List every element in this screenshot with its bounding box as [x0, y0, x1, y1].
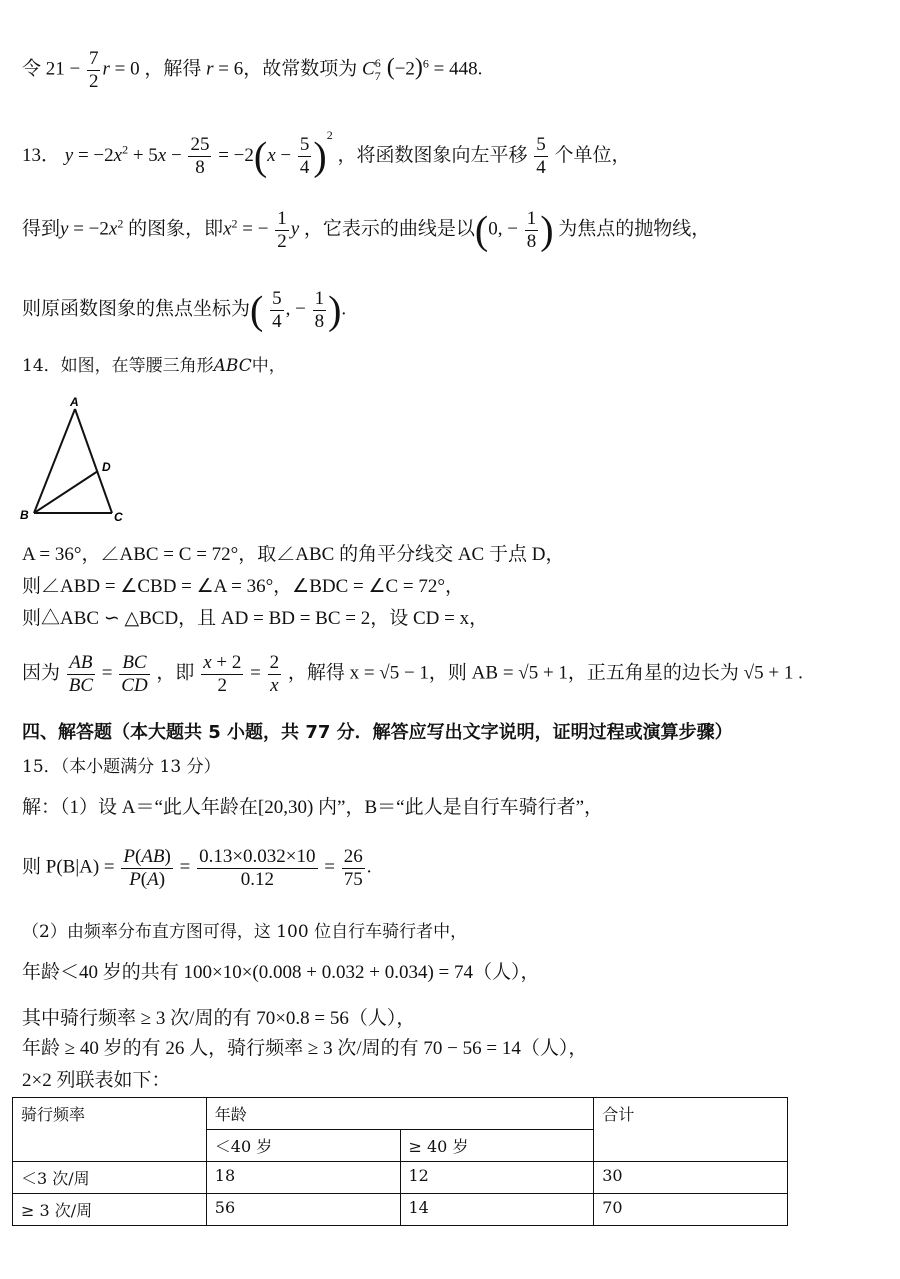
q14-line-1: A = 36°，∠ABC = C = 72°，取∠ABC 的角平分线交 AC 于点 D， [22, 544, 565, 565]
header-total: 合计 [594, 1098, 788, 1162]
row-label: ＜3 次/周 [13, 1162, 207, 1194]
cell-total: 70 [594, 1194, 788, 1226]
cell-total: 30 [594, 1162, 788, 1194]
cell-over40: 12 [400, 1162, 594, 1194]
q15-part2: （2）由频率分布直方图可得，这 100 位自行车骑行者中， [22, 922, 468, 942]
q15-prob: 则 P(B|A) = $\frac{P(AB)}{P(A)}$ = $\frac{0.13\times 0.032\times 10}{0.12}$ = $\frac{26}{75}$ . [22, 846, 372, 890]
q14-line-2: 则∠ABD = ∠CBD = ∠A = 36°，∠BDC = ∠C = 72°， [22, 576, 465, 597]
side-ab [34, 409, 75, 513]
cell-over40: 14 [400, 1194, 594, 1226]
header-over40: ≥ 40 岁 [400, 1130, 594, 1162]
q13-line-2: 得到$y = -2x^2$ 的图象，即$x^2$ = − $\frac{1}{2}$ y ，它表示的曲线是以(0, − $\frac{1}{8}$ ) 为焦点的抛物线， [22, 207, 711, 253]
header-frequency: 骑行频率 [13, 1098, 207, 1162]
q12-line: 令 21 − $\frac{7}{2}$ r = 0 ，解得 r = 6，故常数项为 $C_7^6$ $(-2)^6 = 448$. [22, 48, 483, 92]
q14-line-4: 因为 $\frac{AB}{BC}$ = $\frac{BC}{CD}$ ，即 $\frac{x + 2}{2}$ = $\frac{2}{x}$ ，解得 x = √5 − 1，则 AB = √5 + 1，正五角星的边长为 √5 + 1 . [22, 652, 803, 696]
header-under40: ＜40 岁 [206, 1130, 400, 1162]
triangle-figure [20, 395, 140, 525]
q15-table-intro: 2×2 列联表如下： [22, 1070, 171, 1091]
q13-line-1: 13． $y = -2x^2 + 5x$ − $\frac{25}{8}$ = −2(x − $\frac{5}{4}$ )$^2$ ，将函数图象向左平移 $\frac{5}{4}$ 个单位， [22, 128, 631, 179]
q13-line-3: 则原函数图象的焦点坐标为( $\frac{5}{4}$ , − $\frac{1}{8}$ ). [22, 287, 347, 333]
section-heading: 四、解答题（本大题共 5 小题，共 77 分．解答应写出文字说明，证明过程或演算步骤） [22, 722, 733, 743]
q15-line-ge40: 年龄 ≥ 40 岁的有 26 人，骑行频率 ≥ 3 次/周的有 70 − 56 = 14（人）， [22, 1038, 588, 1059]
label-c: C [114, 510, 123, 524]
q15-line-under40: 年龄＜40 岁的共有 100×10×(0.008 + 0.032 + 0.034) = 74（人）， [22, 962, 540, 983]
cell-under40: 56 [206, 1194, 400, 1226]
q15-part1: 解：（1）设 A＝“此人年龄在[20,30) 内”，B＝“此人是自行车骑行者”， [22, 797, 604, 818]
segment-bd [34, 471, 98, 513]
q15-label: 15．（本小题满分 13 分） [22, 757, 221, 777]
label-a: A [70, 395, 79, 409]
q15-line-ge3: 其中骑行频率 ≥ 3 次/周的有 70×0.8 = 56（人）， [22, 1008, 416, 1029]
row-label: ≥ 3 次/周 [13, 1194, 207, 1226]
label-b: B [20, 508, 29, 522]
contingency-table [12, 1097, 788, 1226]
table-row [13, 1162, 788, 1194]
q14-intro: 14．如图，在等腰三角形ABC中， [22, 356, 286, 376]
header-age: 年龄 [206, 1098, 593, 1130]
q14-line-3: 则△ABC ∽ △BCD，且 AD = BD = BC = 2，设 CD = x， [22, 608, 489, 629]
table-row [13, 1194, 788, 1226]
label-d: D [102, 460, 111, 474]
cell-under40: 18 [206, 1162, 400, 1194]
